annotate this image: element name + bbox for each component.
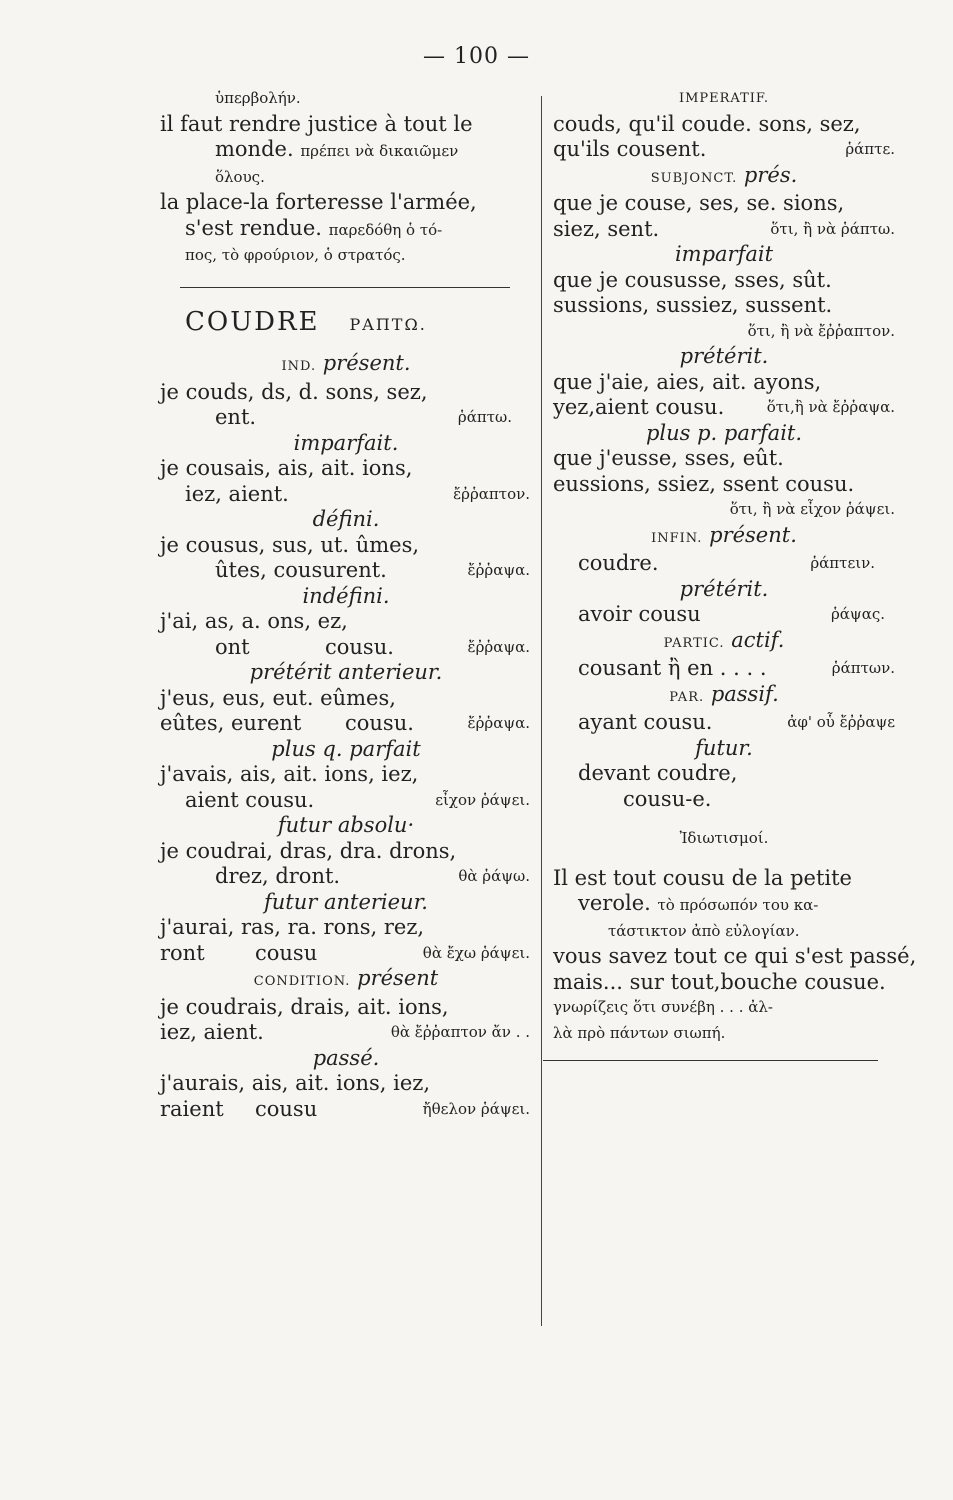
conjugation-line: siez, sent. ὅτι, ἢ νὰ ῥάπτω. (553, 216, 895, 241)
conjugation-line: que j'aie, aies, ait. ayons, (553, 369, 822, 394)
idiom-line: λὰ πρὸ πάντων σιωπή. (553, 1023, 726, 1042)
tense-heading: plus q. parfait (271, 736, 421, 761)
conjugation-line: yez,aient cousu. ὅτι,ἢ νὰ ἔῤῥαψα. (553, 395, 895, 419)
mood-heading: IND. présent. (281, 351, 411, 375)
conjugation-line: j'aurais, ais, ait. ions, iez, (160, 1071, 431, 1095)
intro-line: s'est rendue. παρεδόθη ὁ τό- (185, 215, 443, 240)
conjugation-line: je cousais, ais, ait. ions, (160, 456, 413, 480)
conjugation-line: iez, aient. θὰ ἔῤῥαπτον ἄν . . (160, 1020, 530, 1044)
conjugation-line: que je couse, ses, se. sions, (553, 191, 845, 215)
conjugation-line: ront cousu θὰ ἔχω ῥάψει. (160, 940, 530, 965)
idiom-line: Il est tout cousu de la petite (553, 865, 852, 890)
conjugation-line: couds, qu'il coude. sons, sez, (553, 111, 861, 136)
tense-heading: prétérit. (679, 344, 769, 368)
section-rule (543, 1060, 878, 1061)
tense-heading: indéfini. (302, 583, 390, 608)
verb-heading: COUDRE ΡΑΠΤΩ. (185, 306, 427, 337)
conjugation-line: raient cousu ἤθελον ῥάψει. (160, 1096, 530, 1121)
idiom-line: mais... sur tout,bouche cousue. (553, 969, 886, 994)
idiom-line: verole. τὸ πρόσωπόν του κα- (578, 891, 819, 915)
conjugation-line: ûtes, cousurent. ἔῤῥαψα. (215, 558, 530, 582)
tense-heading: imparfait (674, 242, 774, 266)
tense-heading: futur. (695, 735, 753, 760)
conjugation-line: ayant cousu. ἀφ' οὗ ἔῤῥαψε (578, 710, 895, 734)
tense-heading: futur anterieur. (263, 889, 428, 914)
conjugation-line: ont cousu. ἔῤῥαψα. (215, 634, 530, 659)
conjugation-line: je coudrai, dras, dra. drons, (160, 838, 457, 863)
tense-heading: défini. (312, 507, 380, 531)
conjugation-line: je coudrais, drais, ait. ions, (160, 994, 449, 1019)
tense-heading: prétérit. (679, 576, 769, 601)
mood-heading: PARTIC. actif. (663, 627, 785, 652)
greek-translation: ὅτι, ἢ νὰ ἔῤῥαπτον. (747, 321, 895, 340)
section-rule (180, 287, 510, 288)
tense-heading: passé. (312, 1045, 380, 1070)
conjugation-line: j'aurai, ras, ra. rons, rez, (160, 915, 425, 939)
conjugation-line: qu'ils cousent. ῥάπτε. (553, 137, 895, 161)
conjugation-line: je cousus, sus, ut. ûmes, (160, 532, 420, 557)
right-column (553, 86, 917, 1061)
intro-line: πος, τὸ φρούριον, ὁ στρατός. (185, 246, 406, 264)
tense-heading: plus p. parfait. (645, 420, 803, 445)
conjugation-line: j'ai, as, a. ons, ez, (160, 609, 348, 633)
intro-line: ὅλους. (215, 167, 265, 186)
conjugation-line: eussions, ssiez, ssent cousu. (553, 471, 855, 496)
mood-heading: IMPERATIF. (678, 91, 770, 106)
conjugation-line: cousant ἢ en . . . . ῥάπτων. (578, 656, 895, 680)
page-number: — 100 — (423, 44, 530, 69)
tense-heading: prétérit anterieur. (249, 660, 443, 684)
conjugation-line: ent. ῥάπτω. (215, 405, 512, 429)
conjugation-line: avoir cousu ῥάψας. (578, 602, 885, 626)
intro-line: monde. πρέπει νὰ δικαιῶμεν (215, 137, 459, 161)
left-column (160, 86, 532, 1122)
intro-line: ὑπερβολήν. (215, 89, 301, 107)
conjugation-line: aient cousu. εἶχον ῥάψει. (185, 787, 530, 812)
conjugation-line: j'avais, ais, ait. ions, iez, (160, 762, 419, 786)
intro-line: la place-la forteresse l'armée, (160, 190, 477, 214)
conjugation-line: iez, aient. ἔῤῥαπτον. (185, 481, 530, 506)
idiom-line: vous savez tout ce qui s'est passé, (553, 944, 917, 968)
mood-heading: PAR. passif. (669, 681, 779, 706)
intro-line: il faut rendre justice à tout le (160, 111, 473, 136)
tense-heading: imparfait. (293, 430, 399, 455)
tense-heading: futur absolu· (277, 813, 415, 837)
idioms-heading: Ἰδιωτισμοί. (679, 829, 769, 847)
conjugation-line: eûtes, eurent cousu. ἔῤῥαψα. (160, 711, 530, 735)
mood-heading: CONDITION. présent (253, 966, 439, 990)
conjugation-line: j'eus, eus, eut. eûmes, (160, 685, 396, 710)
idiom-line: τάστικτον ἀπὸ εὐλογίαν. (608, 921, 800, 940)
conjugation-line: drez, dront. θὰ ῥάψω. (215, 864, 530, 888)
idiom-line: γνωρίζεις ὅτι συνέβη . . . ἀλ- (553, 998, 773, 1016)
conjugation-line: cousu-e. (623, 786, 712, 811)
conjugation-line: devant coudre, (578, 761, 738, 785)
conjugation-line: je couds, ds, d. sons, sez, (160, 379, 428, 404)
greek-translation: ὅτι, ἢ νὰ εἶχον ῥάψει. (729, 500, 895, 518)
column-divider (541, 96, 542, 1326)
conjugation-line: coudre. ῥάπτειν. (578, 551, 875, 575)
conjugation-line: sussions, sussiez, sussent. (553, 293, 833, 317)
mood-heading: SUBJONCT. prés. (650, 162, 798, 187)
mood-heading: INFIN. présent. (651, 522, 797, 547)
conjugation-line: que je coususse, sses, sût. (553, 267, 832, 292)
conjugation-line: que j'eusse, sses, eût. (553, 446, 784, 470)
